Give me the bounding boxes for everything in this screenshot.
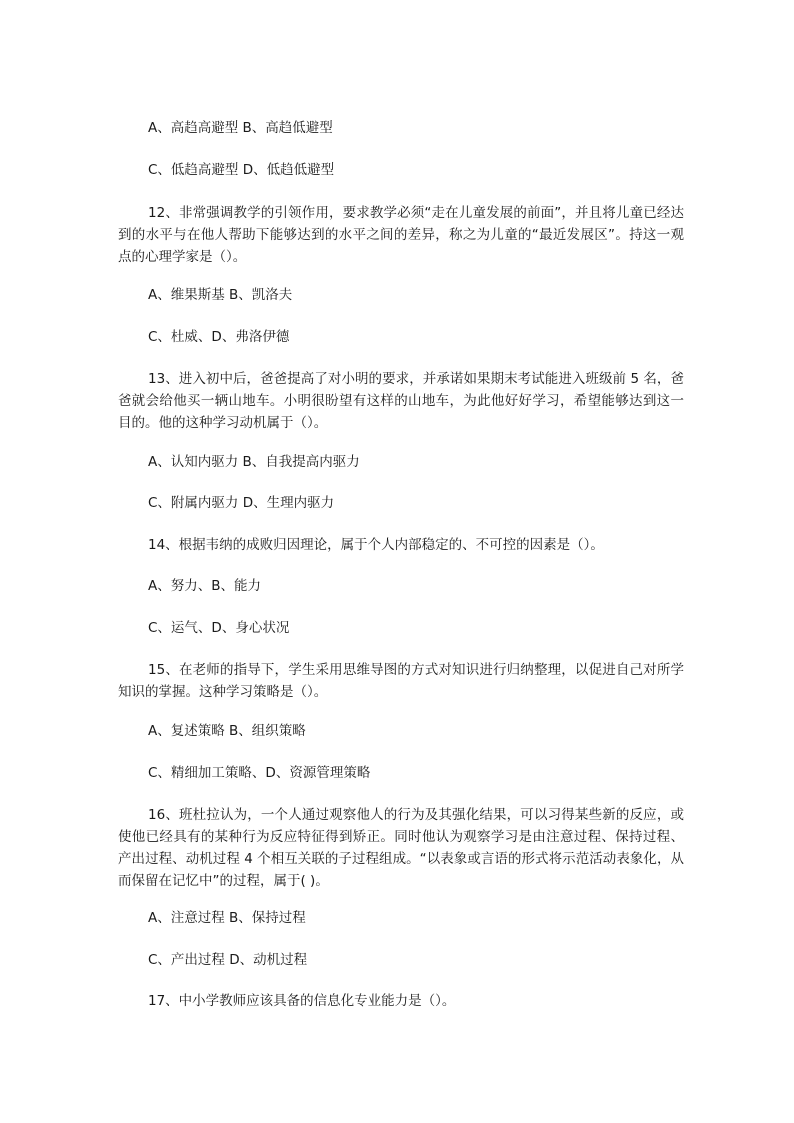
q15-options-cd: C、精细加工策略、D、资源管理策略	[148, 765, 371, 781]
q15-question: 15、在老师的指导下，学生采用思维导图的方式对知识进行归纳整理，以促进自己对所学知识的掌握。这种学习策略是（）。	[118, 662, 684, 700]
q16-question: 16、班杜拉认为，一个人通过观察他人的行为及其强化结果，可以习得某些新的反应，或使他已经具有的某种行为反应特征得到矫正。同时他认为观察学习是由注意过程、保持过程、产出过程、动机过程 4 个相互关联的子过程组成。“以表象或言语的形式将示范活动表象化，从而保留在记忆中”的过程，属于( )。	[118, 807, 684, 889]
q12-options-ab: A、维果斯基 B、凯洛夫	[148, 287, 293, 303]
q14-options-cd: C、运气、D、身心状况	[148, 620, 290, 636]
q12-question: 12、非常强调教学的引领作用，要求教学必须“走在儿童发展的前面”，并且将儿童已经达到的水平与在他人帮助下能够达到的水平之间的差异，称之为儿童的“最近发展区”。持这一观点的心理学家是（）。	[118, 205, 684, 265]
q11-options-ab: A、高趋高避型 B、高趋低避型	[148, 120, 333, 136]
q13-options-ab: A、认知内驱力 B、自我提高内驱力	[148, 454, 360, 470]
q13-options-cd: C、附属内驱力 D、生理内驱力	[148, 495, 335, 511]
q16-options-cd: C、产出过程 D、动机过程	[148, 952, 308, 968]
q14-options-ab: A、努力、B、能力	[148, 578, 261, 594]
q11-options-cd: C、低趋高避型 D、低趋低避型	[148, 162, 335, 178]
q14-question: 14、根据韦纳的成败归因理论，属于个人内部稳定的、不可控的因素是（）。	[148, 537, 604, 553]
q17-question: 17、中小学教师应该具备的信息化专业能力是（）。	[148, 993, 456, 1009]
q13-question: 13、进入初中后，爸爸提高了对小明的要求，并承诺如果期末考试能进入班级前 5 名，爸爸就会给他买一辆山地车。小明很盼望有这样的山地车，为此他好好学习，希望能够达到这一目的。他的这种学习动机属于（）。	[118, 371, 684, 431]
q12-options-cd: C、杜威、D、弗洛伊德	[148, 329, 290, 345]
q16-options-ab: A、注意过程 B、保持过程	[148, 910, 306, 926]
q15-options-ab: A、复述策略 B、组织策略	[148, 723, 306, 739]
